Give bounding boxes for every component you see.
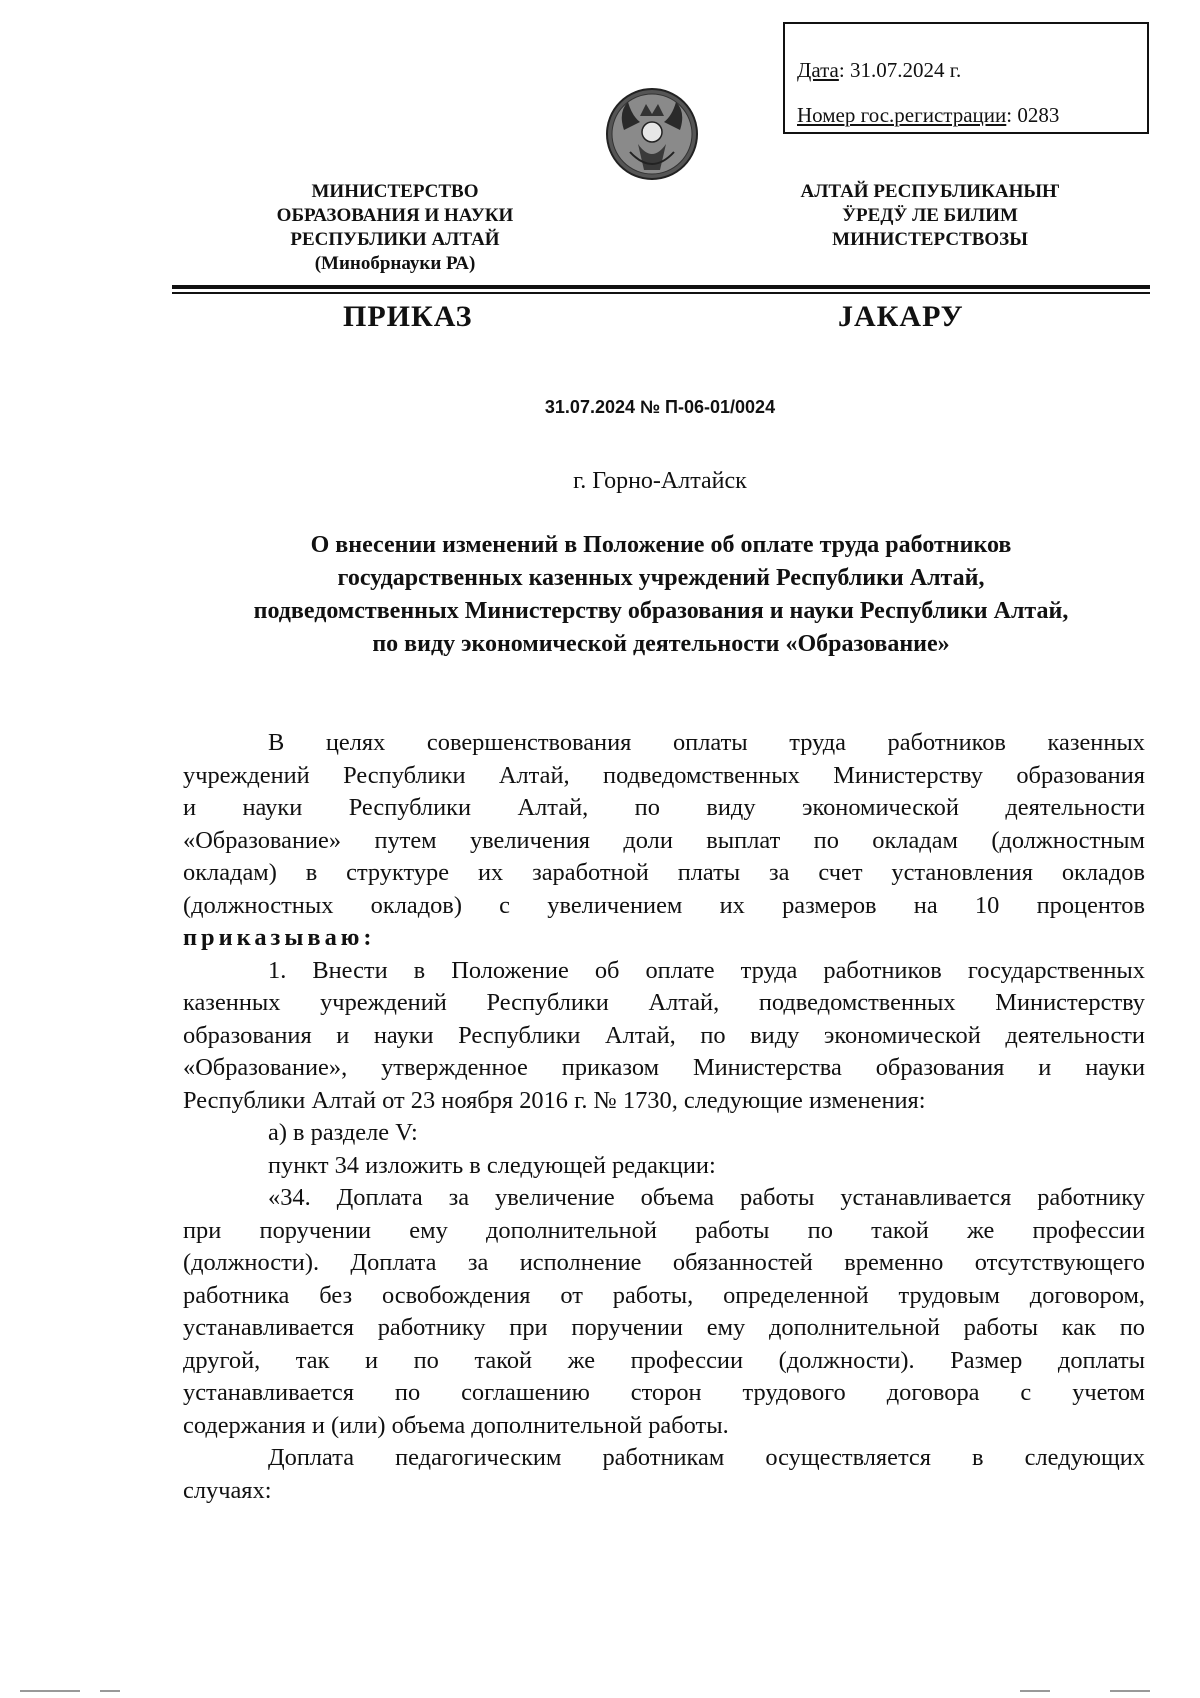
scan-speck — [100, 1690, 120, 1692]
scan-speck — [1110, 1690, 1150, 1692]
header-divider-thick — [172, 285, 1150, 289]
header-divider-thin — [172, 292, 1150, 294]
registration-box — [783, 22, 1149, 134]
ministry-ru-line: ОБРАЗОВАНИЯ И НАУКИ — [276, 205, 514, 226]
title-line: государственных казенных учреждений Республики Алтай, — [337, 565, 985, 591]
ministry-name-russian — [245, 180, 545, 276]
order-title — [172, 529, 1150, 661]
registration-date — [797, 48, 1147, 93]
title-line: О внесении изменений в Положение об оплате труда работников — [310, 532, 1012, 558]
body-line: окладам) в структуре их заработной платы за счет установления окладов — [183, 859, 1145, 886]
ministry-ru-abbr: (Минобрнауки РА) — [314, 253, 476, 274]
body-line-order-verb: приказываю: — [183, 924, 376, 951]
ministry-ru-line: МИНИСТЕРСТВО — [311, 181, 479, 202]
title-line: подведомственных Министерству образования и науки Республики Алтай, — [253, 598, 1069, 624]
order-city: г. Горно-Алтайск — [573, 468, 747, 494]
order-number: 31.07.2024 № П-06-01/0024 — [544, 397, 776, 417]
body-line: и науки Республики Алтай, по виду экономической деятельности — [183, 794, 1145, 821]
body-line: «34. Доплата за увеличение объема работы устанавливается работнику — [268, 1184, 1145, 1211]
body-line: а) в разделе V: — [268, 1119, 418, 1146]
ministry-alt-line: ӰРЕДӰ ЛЕ БИЛИМ — [842, 205, 1018, 226]
body-line: В целях совершенствования оплаты труда работников казенных — [268, 729, 1145, 756]
ministry-ru-line: РЕСПУБЛИКИ АЛТАЙ — [290, 229, 500, 250]
body-line: Республики Алтай от 23 ноября 2016 г. № 1730, следующие изменения: — [183, 1086, 926, 1114]
ministry-name-altai — [770, 180, 1090, 252]
coat-of-arms-emblem — [604, 86, 700, 182]
number-label: Номер гос.регистрации — [797, 103, 1007, 127]
scan-speck — [20, 1690, 80, 1692]
body-line: работника без освобождения от работы, определенной трудовым договором, — [183, 1281, 1145, 1309]
body-line: другой, так и по такой же профессии (должности). Размер доплаты — [183, 1346, 1145, 1374]
date-label: Дата — [797, 58, 839, 82]
body-line: 1. Внести в Положение об оплате труда работников государственных — [268, 956, 1145, 984]
body-line: образования и науки Республики Алтай, по виду экономической деятельности — [183, 1021, 1145, 1049]
body-line: устанавливается по соглашению сторон трудового договора с учетом — [183, 1379, 1145, 1406]
scan-speck — [1020, 1690, 1050, 1692]
body-line: содержания и (или) объема дополнительной работы. — [183, 1411, 729, 1439]
ministry-alt-line: МИНИСТЕРСТВОЗЫ — [832, 229, 1028, 250]
body-line: учреждений Республики Алтай, подведомственных Министерству образования — [183, 761, 1145, 789]
title-line: по виду экономической деятельности «Образование» — [372, 631, 950, 657]
order-body — [183, 727, 1145, 1507]
doc-type-altai: JАКАРУ — [838, 300, 964, 333]
doc-type-russian: ПРИКАЗ — [343, 300, 473, 333]
body-line: (должности). Доплата за исполнение обязанностей временно отсутствующего — [183, 1249, 1145, 1276]
body-line: при поручении ему дополнительной работы по такой же профессии — [183, 1216, 1145, 1244]
number-value: : 0283 — [1006, 103, 1060, 127]
body-line: казенных учреждений Республики Алтай, подведомственных Министерству — [183, 989, 1145, 1016]
body-line: «Образование» путем увеличения доли выплат по окладам (должностным — [183, 826, 1145, 854]
body-line: устанавливается работнику при поручении ему дополнительной работы как по — [183, 1314, 1145, 1341]
date-value: : 31.07.2024 г. — [838, 58, 962, 82]
body-line: пункт 34 изложить в следующей редакции: — [268, 1151, 716, 1179]
body-line: (должностных окладов) с увеличением их размеров на 10 процентов — [183, 891, 1145, 919]
body-line: «Образование», утвержденное приказом Министерства образования и науки — [183, 1054, 1145, 1081]
ministry-alt-line: АЛТАЙ РЕСПУБЛИКАНЫҤ — [800, 181, 1060, 202]
registration-number — [797, 93, 1147, 138]
body-line: Доплата педагогическим работникам осуществляется в следующих — [268, 1444, 1145, 1471]
body-line: случаях: — [183, 1476, 272, 1504]
